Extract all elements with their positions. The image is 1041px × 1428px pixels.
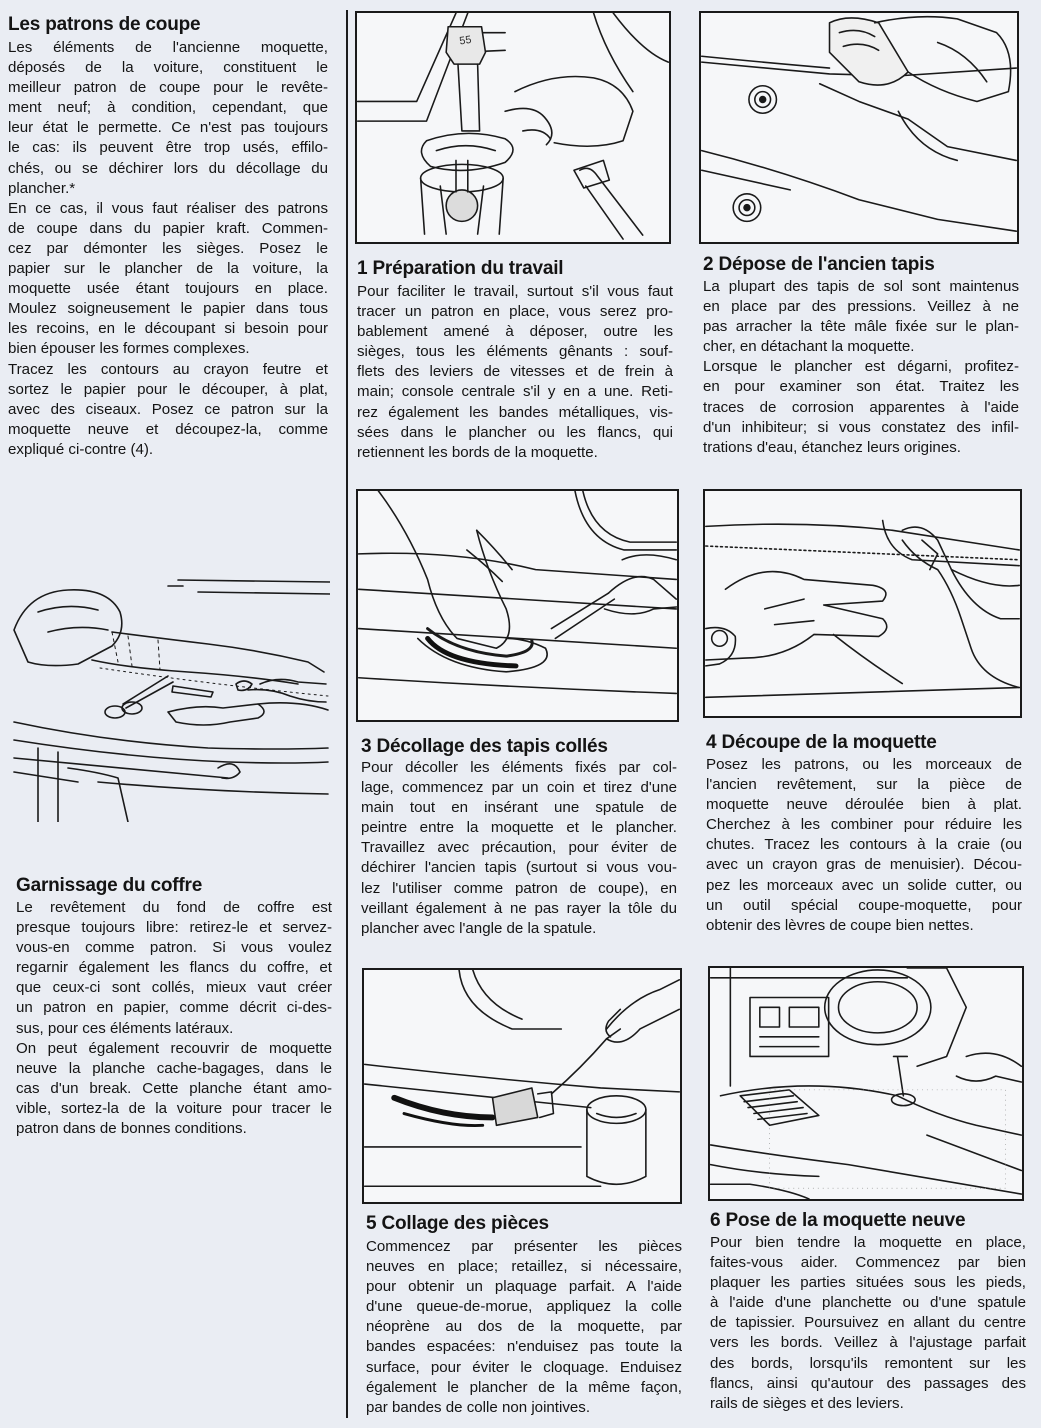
text-line: Tracez les contours au crayon feutre et [8,360,328,378]
step-1-text [357,282,673,463]
text-line: par bandes de colle non jointives. [366,1398,591,1416]
text-line: sièges, tous les éléments gênants : souf- [357,343,673,361]
text-line: veillant également à ne pas rayer la tôle du [361,899,677,917]
text-line: On peut également recouvrir de moquette [16,1039,332,1057]
text-line: tracer un patron en place, vous serez pro- [357,303,673,321]
coffre-title: Garnissage du coffre [16,875,203,896]
figure-2-press-studs [699,11,1019,244]
text-line: Travaillez avec précaution, pour éviter de [361,839,677,857]
step-5-title: 5 Collage des pièces [366,1213,549,1234]
text-line: traces de corrosion apparentes à l'aide [703,398,1019,416]
text-line: Pour bien tendre la moquette en place, [710,1234,1026,1251]
text-line: cas d'un break. Cette planche étant amo- [16,1079,332,1097]
text-line: faites-vous aider. Commencez par bien [710,1254,1026,1272]
text-line: main tout en insérant une spatule de [361,799,677,817]
text-line: neuve la planche cache-bagages, dans le [16,1059,332,1077]
text-line: bandes espacées: n'enduisez pas toute la [366,1338,682,1356]
text-line: chutes. Tracez les contours à la craie (ou [706,836,1022,854]
step-1-title: 1 Préparation du travail [357,258,564,279]
text-line: également le plancher de la même façon, [366,1378,682,1396]
figure-4-cutting-carpet [703,489,1022,718]
text-line: flancs, ainsi qu'autour des passages des [710,1374,1026,1392]
figure-3-peeling-carpet [356,489,679,722]
text-line: avec un crayon gras de menuisier). Décou- [706,856,1022,874]
text-line: déchirer l'ancien tapis (surtout si vous vou- [361,859,677,877]
step-4-text [706,755,1022,936]
text-line: peintre entre la moquette et le plancher. [361,819,677,837]
text-line: des bords, lorsqu'ils remontent sur les [710,1354,1026,1372]
step-2-text [703,277,1019,458]
step-3-text [361,758,677,939]
text-line: plancher avec l'angle de la spatule. [361,919,597,937]
text-line: rails de sièges et des leviers. [710,1394,904,1412]
text-line: l'ancien revêtement, sur la pièce de [706,776,1022,794]
step-6-text [710,1233,1026,1414]
text-line: patron dans de bonnes conditions. [16,1120,247,1138]
step-6-title: 6 Pose de la moquette neuve [710,1210,966,1231]
text-line: Moulez soigneusement le papier dans tous [8,300,328,318]
text-line: retiennent les bords de la moquette. [357,443,598,461]
text-line: avec des ciseaux. Posez ce patron sur la [8,400,328,418]
step-2-title: 2 Dépose de l'ancien tapis [703,254,935,275]
text-line: en pour examiner son état. Traitez les [703,378,1019,396]
text-line: lez l'utiliser comme patron de coupe), en [361,879,677,897]
figure-6-fitting-carpet [708,966,1024,1201]
text-line: Lorsque le plancher est dégarni, profitez- [703,358,1019,376]
text-line: Pour faciliter le travail, surtout s'il vous faut [357,283,673,300]
text-line: chés, ou se déchirer lors du décollage du [8,159,328,177]
text-line: cez par démonter les sièges. Posez le [8,239,328,257]
column-divider [346,10,348,1418]
text-line: papier sur le plancher de la voiture, la [8,260,328,278]
text-line: plaquer les parties situées sous les pieds, [710,1274,1026,1292]
text-line: un patron en papier, comme décrit ci-des- [16,999,332,1017]
text-line: Cherchez à les combiner pour réduire les [706,816,1022,834]
text-line: vible, sortez-la de la voiture pour tracer le [16,1099,332,1117]
text-line: de coupe dans du papier kraft. Commen- [8,219,328,237]
text-line: bien épouser les formes complexes. [8,340,250,358]
text-line: Commencez par présenter les pièces [366,1238,682,1255]
text-line: Pour décoller les éléments fixés par col- [361,759,677,776]
text-line: le cas: ils peuvent être trop usés, effilo- [8,139,328,157]
text-line: pez les morceaux avec un solide cutter, ou [706,876,1022,894]
text-line: Le revêtement du fond de coffre est [16,899,332,916]
text-line: les recoins, en le découpant si besoin pour [8,320,328,338]
text-line: En ce cas, il vous faut réaliser des patrons [8,199,328,217]
text-line: trations d'eau, étanchez leurs origines. [703,438,961,456]
text-line: pour obtenir un plaquage parfait. A l'aide [366,1278,682,1296]
text-line: moquette usée étant toujours en place. [8,280,328,298]
text-line: vers les bords. Veillez à l'ajustage parfait [710,1334,1026,1352]
text-line: à l'aide d'une planchette ou d'une spatule [710,1294,1026,1312]
text-line: plancher.* [8,179,76,197]
step-4-title: 4 Découpe de la moquette [706,732,937,753]
text-line: en place par des pressions. Veillez à ne [703,298,1019,316]
text-line: flets des leviers de vitesses et de frein à [357,363,673,381]
text-line: pas arracher la tête mâle fixée sur le plan- [703,318,1019,336]
text-line: expliqué ci-contre (4). [8,440,154,458]
text-line: vous-en comme patron. Si vous voulez [16,939,332,957]
coffre-text [16,898,332,1139]
text-line: La plupart des tapis de sol sont maintenus [703,278,1019,295]
text-line: obtenir des lèvres de coupe bien nettes. [706,916,974,934]
text-line: rez également les bandes métalliques, vis- [357,403,673,421]
text-line: main; console centrale s'il y en a une. Reti- [357,383,673,401]
paper-pattern-illustration [8,572,330,822]
figure-knob-text: 55 [458,33,473,48]
text-line: presque toujours libre: retirez-le et servez- [16,919,332,937]
text-line: lage, commencez par un coin et tirez d'une [361,779,677,797]
text-line: neuves en place; retaillez, si nécessaire, [366,1258,682,1276]
text-line: sortez le papier pour le découper, à plat, [8,380,328,398]
patrons-text [8,38,328,460]
text-line: déposés de la voiture, constituent le [8,59,328,77]
text-line: leur état le permette. Ce n'est pas toujours [8,119,328,137]
text-line: un outil spécial coupe-moquette, pour [706,896,1022,914]
text-line: moquette neuve et découpez-la, comme [8,420,328,438]
figure-1-gear-lever [355,11,671,244]
text-line: bablement amené à déposer, outre les [357,323,673,341]
patrons-title: Les patrons de coupe [8,14,201,35]
text-line: Les éléments de l'ancienne moquette, [8,39,328,56]
text-line: surface, pour éviter le cloquage. Enduisez [366,1358,682,1376]
text-line: ment neuf; à condition, cependant, que [8,99,328,117]
text-line: moquette neuve déroulée bien à plat. [706,796,1022,814]
step-3-title: 3 Décollage des tapis collés [361,736,608,757]
text-line: de tapissier. Poursuivez en allant du centre [710,1314,1026,1332]
text-line: cher, en détachant la moquette. [703,338,915,356]
step-5-text [366,1237,682,1418]
text-line: d'un inhibiteur; si vous constatez des infil- [703,418,1019,436]
text-line: que ceux-ci sont collés, mieux vaut créer [16,979,332,997]
text-line: regarnir également les flancs du coffre, et [16,959,332,977]
text-line: Posez les patrons, ou les morceaux de [706,756,1022,773]
text-line: meilleur patron de coupe pour le revête- [8,79,328,97]
text-line: sus, pour ces éléments latéraux. [16,1019,234,1037]
text-line: d'une queue-de-morue, appliquez la colle [366,1298,682,1316]
text-line: néoprène au dos de la moquette, par [366,1318,682,1336]
figure-5-gluing-brush [362,968,682,1204]
text-line: sées dans le plancher ou les flancs, qui [357,423,673,441]
